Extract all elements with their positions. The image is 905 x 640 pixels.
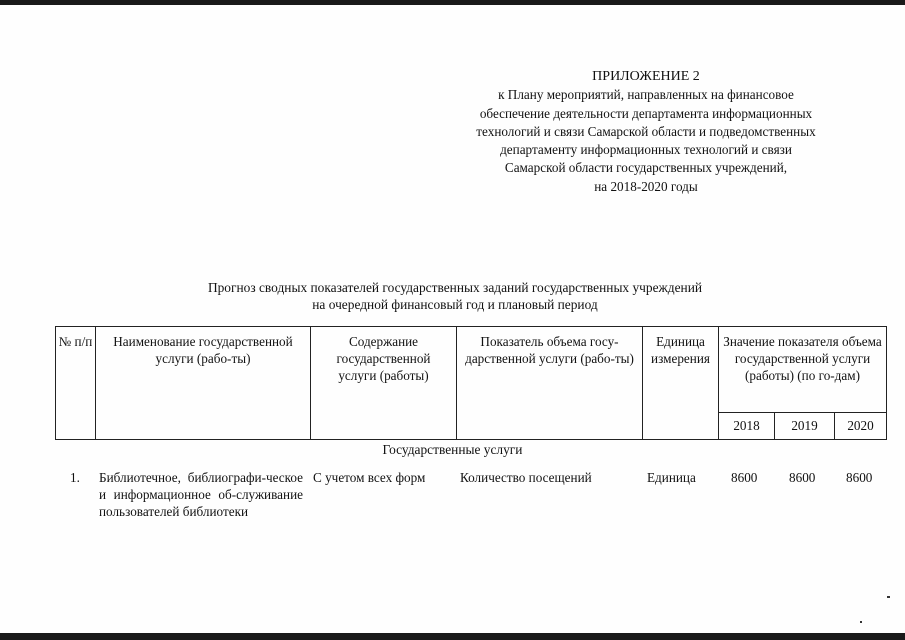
appendix-title: ПРИЛОЖЕНИЕ 2 [592, 69, 700, 84]
row-service-content: С учетом всех форм [313, 470, 426, 485]
appendix-line-1: к Плану мероприятий, направленных на финансовое [498, 87, 794, 103]
section-label: Государственные услуги [382, 442, 523, 457]
appendix-line-6: на 2018-2020 годы [594, 178, 698, 194]
row-volume-indicator: Количество посещений [460, 470, 592, 485]
forecast-title [120, 279, 790, 314]
appendix-line-4: департаменту информационных технологий и связи [500, 142, 792, 158]
forecast-title-line-2: на очередной финансовый год и плановый период [312, 297, 598, 313]
row-value-2020: 8600 [846, 470, 873, 485]
header-unit: Единица измерения [643, 327, 719, 440]
header-volume-indicator: Показатель объема госу-дарственной услуги (рабо-ты) [457, 327, 643, 440]
row-num: 1. [70, 470, 80, 485]
header-year-2019: 2019 [775, 413, 835, 440]
scan-speck [887, 596, 890, 598]
header-service-name: Наименование государственной услуги (рабо-ты) [96, 327, 311, 440]
header-num: № п/п [56, 327, 96, 440]
header-year-2020: 2020 [835, 413, 887, 440]
forecast-title-line-1: Прогноз сводных показателей государственных заданий государственных учреждений [207, 280, 703, 295]
top-border-bar [0, 0, 905, 5]
header-indicator-value: Значение показателя объема государственной услуги (работы) (по го-дам) [719, 327, 887, 413]
appendix-line-2: обеспечение деятельности департамента информационных [479, 105, 813, 121]
row-unit: Единица [647, 470, 696, 485]
header-service-content: Содержание государственной услуги (работы) [311, 327, 457, 440]
row-service-name: Библиотечное, библиографи-ческое и информационное об-служивание пользователей библиотеки [99, 470, 303, 520]
appendix-header [430, 68, 862, 196]
row-value-2019: 8600 [789, 470, 816, 485]
header-year-2018: 2018 [719, 413, 775, 440]
scan-speck [860, 621, 862, 623]
appendix-line-3: технологий и связи Самарской области и подведомственных [476, 123, 816, 139]
indicators-table [55, 326, 887, 440]
row-value-2018: 8600 [731, 470, 758, 485]
bottom-border-bar [0, 633, 905, 640]
appendix-line-5: Самарской области государственных учреждений, [504, 160, 788, 176]
